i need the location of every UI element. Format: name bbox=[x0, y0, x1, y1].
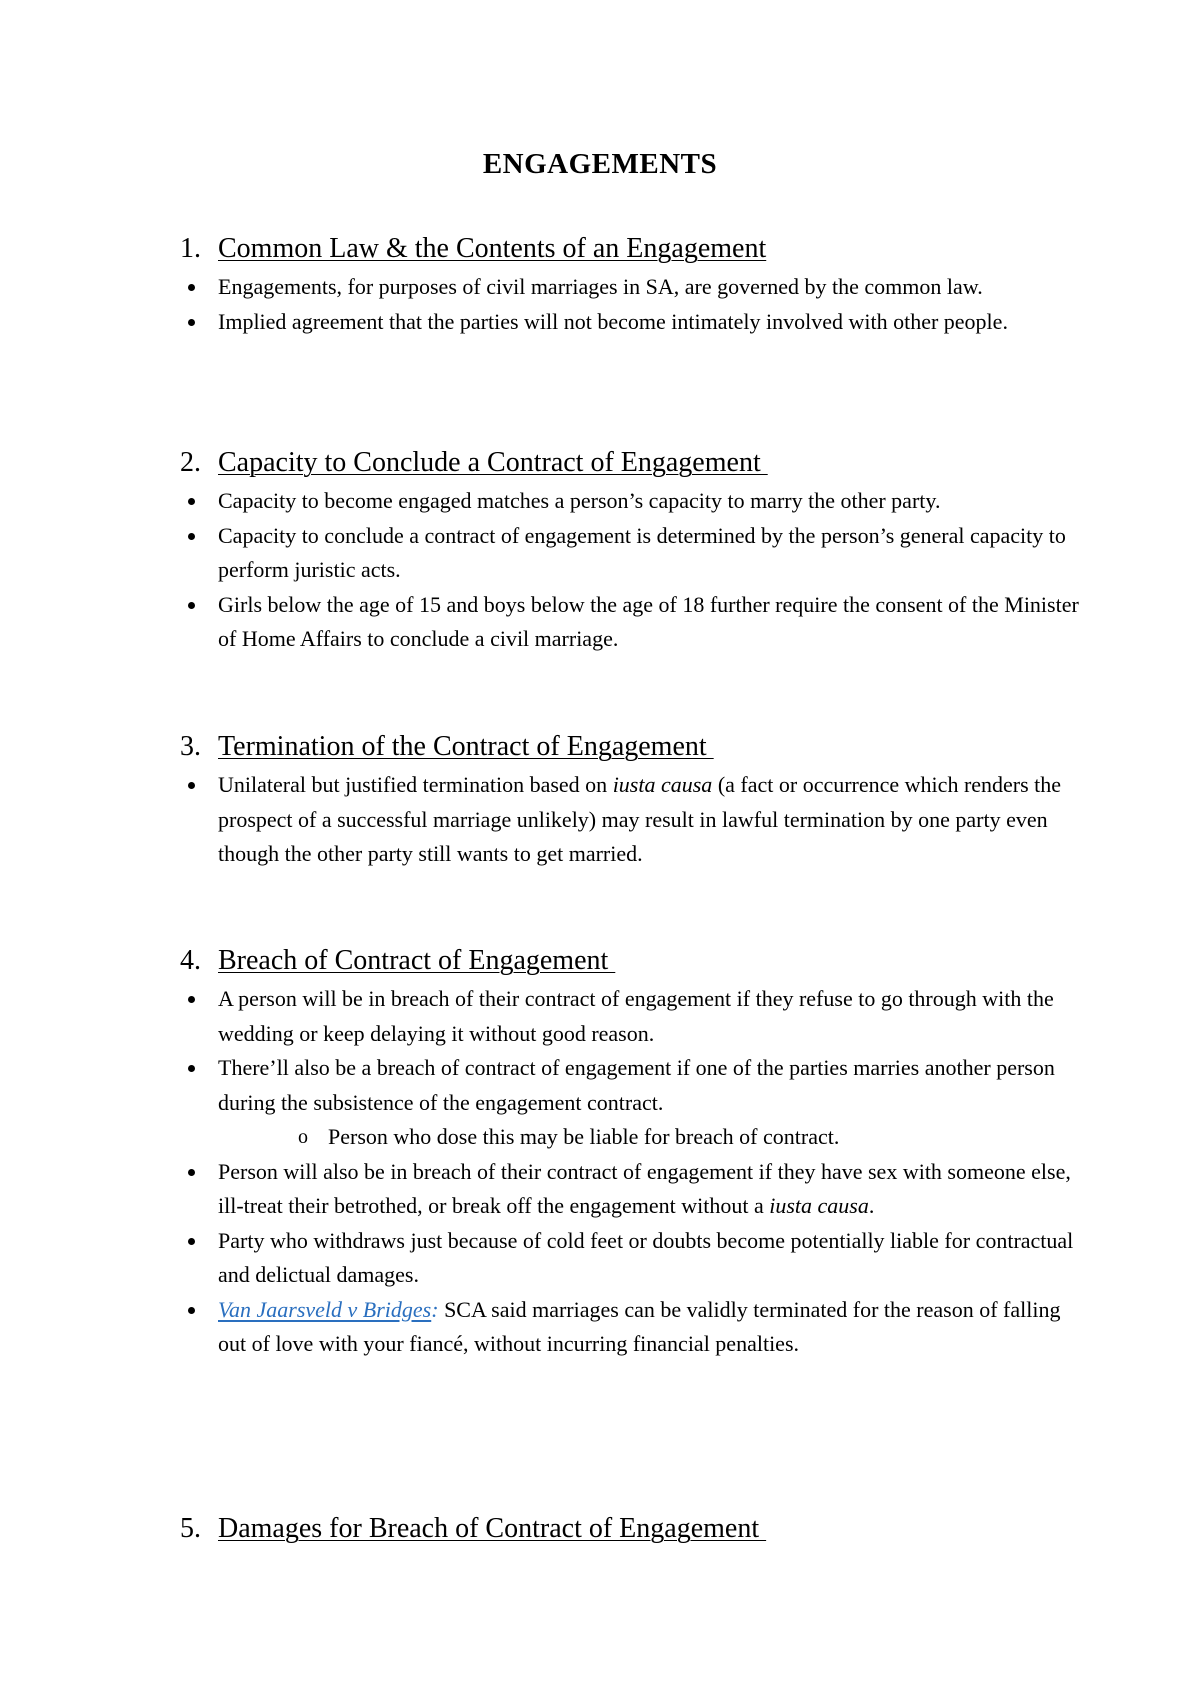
list-item-text: A person will be in breach of their contract of engagement if they refuse to go through with the wedding or keep delaying it without good reason. bbox=[218, 986, 1054, 1046]
case-citation-colon: : bbox=[431, 1296, 439, 1322]
list-item bbox=[180, 484, 1080, 519]
bullet-list bbox=[180, 768, 1080, 872]
list-item-text: Implied agreement that the parties will not become intimately involved with other people. bbox=[218, 308, 1008, 334]
section-number: 4. bbox=[180, 945, 201, 976]
bullet-icon bbox=[188, 782, 195, 789]
list-item-text: Capacity to conclude a contract of engagement is determined by the person’s general capacity to perform juristic acts. bbox=[218, 522, 1066, 582]
bullet-icon bbox=[188, 284, 195, 291]
section-number: 5. bbox=[180, 1513, 201, 1544]
section-heading-text: Breach of Contract of Engagement bbox=[218, 945, 616, 976]
section-heading-text: Common Law & the Contents of an Engagement bbox=[218, 233, 767, 264]
section-heading bbox=[180, 944, 1080, 978]
section-number: 3. bbox=[180, 731, 201, 762]
list-item bbox=[180, 768, 1080, 872]
section-damages bbox=[180, 1512, 1080, 1546]
list-item-text: SCA said marriages can be validly terminated for the reason of falling out of love with your fiancé, without incurring financial penalties. bbox=[218, 1296, 1061, 1356]
hollow-bullet-icon: o bbox=[298, 1126, 308, 1148]
list-item bbox=[180, 1155, 1080, 1224]
list-item-text: There’ll also be a breach of contract of engagement if one of the parties marries another person during the subsistence of the engagement contract. bbox=[218, 1055, 1055, 1115]
list-item-text: Engagements, for purposes of civil marriages in SA, are governed by the common law. bbox=[218, 274, 983, 299]
list-item bbox=[180, 1224, 1080, 1293]
latin-term: iusta causa bbox=[612, 772, 713, 797]
section-number: 1. bbox=[180, 233, 201, 264]
list-item-text: . bbox=[868, 1193, 875, 1218]
bullet-icon bbox=[188, 533, 195, 540]
section-heading bbox=[180, 446, 1080, 480]
list-item-text: Unilateral but justified termination based on bbox=[218, 772, 613, 797]
section-heading-text: Capacity to Conclude a Contract of Engagement bbox=[218, 447, 768, 478]
section-heading bbox=[180, 1512, 1080, 1546]
list-item-text: Girls below the age of 15 and boys below the age of 18 further require the consent of the Minister of Home Affairs to conclude a civil marriage. bbox=[218, 591, 1079, 651]
list-item bbox=[180, 519, 1080, 588]
list-item bbox=[180, 270, 1080, 305]
bullet-icon bbox=[188, 1065, 195, 1072]
section-heading bbox=[180, 232, 1080, 266]
section-capacity bbox=[180, 446, 1080, 657]
section-heading-text: Damages for Breach of Contract of Engagement bbox=[218, 1513, 767, 1544]
section-common-law bbox=[180, 232, 1080, 339]
list-item-text: Person will also be in breach of their contract of engagement if they have sex with someone else, ill-treat their betrothed, or break off the engagement without a bbox=[218, 1158, 1071, 1218]
sub-bullet-list bbox=[218, 1120, 1080, 1155]
bullet-icon bbox=[188, 1169, 195, 1176]
list-item-text: (a fact or occurrence which renders the prospect of a successful marriage unlikely) may result in lawful termination by one party even though the other party still wants to get married. bbox=[218, 772, 1062, 866]
section-number: 2. bbox=[180, 447, 201, 478]
bullet-list bbox=[180, 982, 1080, 1362]
sub-list-item bbox=[218, 1120, 1080, 1155]
section-heading bbox=[180, 730, 1080, 764]
bullet-icon bbox=[188, 1238, 195, 1245]
list-item bbox=[180, 588, 1080, 657]
bullet-icon bbox=[188, 319, 195, 326]
document-title: ENGAGEMENTS bbox=[482, 148, 718, 180]
latin-term: iusta causa bbox=[769, 1193, 869, 1218]
list-item bbox=[180, 305, 1080, 340]
section-heading-text: Termination of the Contract of Engagement bbox=[218, 731, 714, 762]
bullet-icon bbox=[188, 996, 195, 1003]
bullet-icon bbox=[188, 498, 195, 505]
section-breach bbox=[180, 944, 1080, 1362]
bullet-icon bbox=[188, 1307, 195, 1314]
sub-list-item-text: Person who dose this may be liable for breach of contract. bbox=[328, 1124, 840, 1149]
list-item bbox=[180, 1051, 1080, 1155]
case-citation-link[interactable]: Van Jaarsveld v Bridges bbox=[218, 1296, 432, 1322]
section-termination bbox=[180, 730, 1080, 872]
list-item-text: Capacity to become engaged matches a person’s capacity to marry the other party. bbox=[218, 488, 941, 513]
list-item-text: Party who withdraws just because of cold feet or doubts become potentially liable for contractual and delictual damages. bbox=[218, 1227, 1074, 1287]
bullet-list bbox=[180, 484, 1080, 657]
list-item bbox=[180, 982, 1080, 1051]
list-item bbox=[180, 1293, 1080, 1362]
bullet-icon bbox=[188, 602, 195, 609]
bullet-list bbox=[180, 270, 1080, 339]
